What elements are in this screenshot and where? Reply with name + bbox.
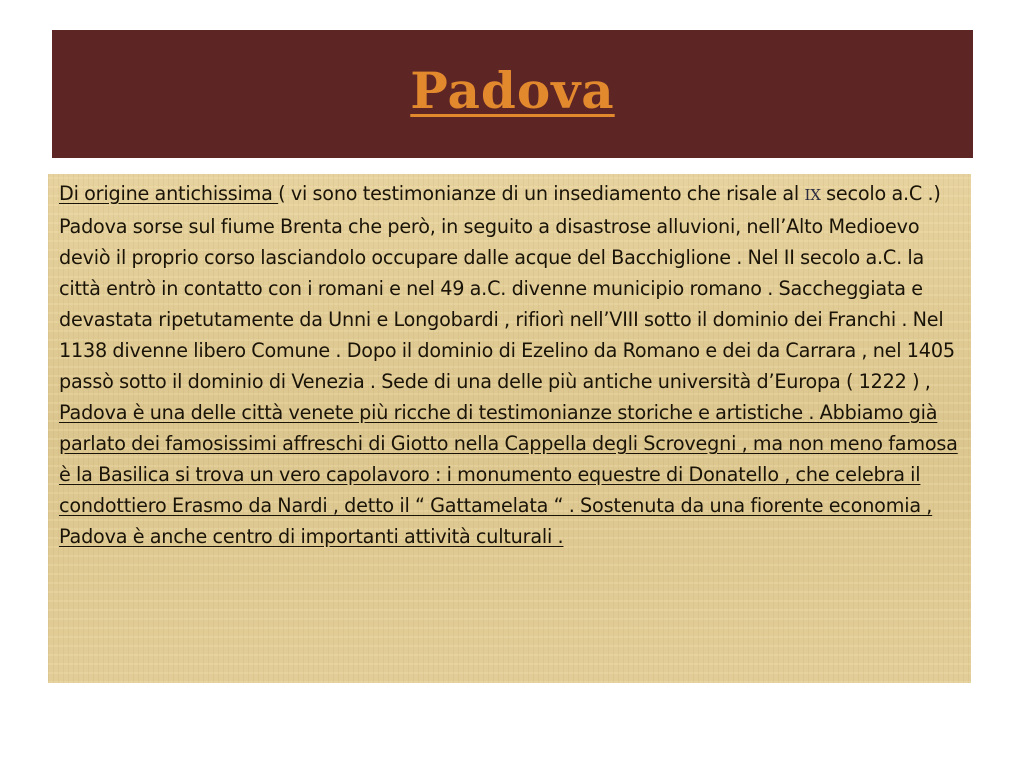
- body-closing-underlined: Padova è una delle città venete più ricche di testimonianze storiche e artistiche . Abbiamo già parlato dei famosissimi affreschi di Giotto nella Cappella degli Scrovegni , ma non meno famosa è la Basilica si trova un vero capolavoro : i monumento equestre di Donatello , che celebra il condottiero Erasmo da Nardi , detto il “ Gattamelata “ . Sostenuta da una fiorente economia , Padova è anche centro di importanti attività culturali .: [59, 401, 958, 548]
- body-text-1: ( vi sono testimonianze di un insediamento che risale al: [278, 182, 805, 205]
- text-panel: [48, 174, 971, 683]
- body-intro-underlined: Di origine antichissima: [59, 182, 279, 205]
- title-bar: [52, 30, 973, 158]
- slide-title: Padova: [410, 60, 615, 120]
- roman-numeral: IX: [804, 186, 821, 204]
- body-text-2: secolo a.C .) Padova sorse sul fiume Brenta che però, in seguito a disastrose alluvioni, nell’Alto Medioevo deviò il proprio corso lasciandolo occupare dalle acque del Bacchiglione . Nel II secolo a.C. la città entrò in contatto con i romani e nel 49 a.C. divenne municipio romano . Saccheggiata e devastata ripetutamente da Unni e Longobardi , rifiorì nell’VIII sotto il dominio dei Franchi . Nel 1138 divenne libero Comune . Dopo il dominio di Ezelino da Romano e dei da Carrara , nel 1405 passò sotto il dominio di Venezia . Sede di una delle più antiche università d’Europa ( 1222 ) ,: [59, 182, 955, 393]
- body-paragraph: [59, 178, 959, 552]
